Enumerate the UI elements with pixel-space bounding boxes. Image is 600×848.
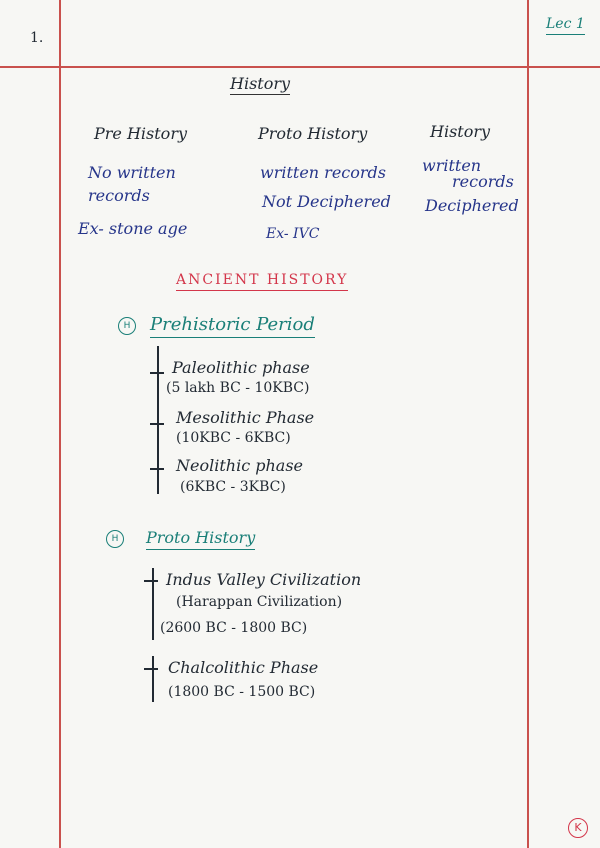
- history-example: Deciphered: [425, 196, 519, 215]
- phase-range: (5 lakh BC - 10KBC): [166, 380, 310, 396]
- left-margin-rule: [59, 0, 61, 848]
- section-marker-icon: H: [106, 530, 124, 548]
- proto-history-line2: Not Deciphered: [262, 192, 391, 211]
- item-range: (2600 BC - 1800 BC): [160, 620, 308, 636]
- pre-history-line1: No written: [88, 163, 176, 182]
- proto-title: Proto History: [146, 528, 255, 550]
- section-heading: ANCIENT HISTORY: [176, 272, 348, 291]
- phase-name: Paleolithic phase: [172, 358, 310, 377]
- corner-mark-icon: K: [568, 818, 588, 838]
- item-range: (1800 BC - 1500 BC): [168, 684, 316, 700]
- page-number: 1.: [30, 30, 44, 46]
- history-line1: written: [422, 156, 482, 175]
- item-name: Indus Valley Civilization: [166, 570, 362, 589]
- page-title: History: [230, 74, 291, 93]
- tree-branch: [144, 580, 158, 582]
- right-margin-rule: [527, 0, 529, 848]
- pre-history-line2: records: [88, 186, 150, 205]
- section-marker-icon: H: [118, 317, 136, 335]
- item-name: Chalcolithic Phase: [168, 658, 319, 677]
- proto-history-example: Ex- IVC: [266, 226, 320, 242]
- header-rule: [0, 66, 600, 68]
- phase-name: Mesolithic Phase: [176, 408, 315, 427]
- proto-history-line1: written records: [260, 163, 386, 182]
- item-subtitle: (Harappan Civilization): [176, 594, 343, 610]
- phase-name: Neolithic phase: [176, 456, 303, 475]
- prehistoric-tree-line: [157, 346, 159, 494]
- phase-range: (10KBC - 6KBC): [176, 430, 291, 446]
- lecture-label: Lec 1: [546, 16, 585, 35]
- tree-branch: [150, 468, 164, 470]
- column-heading-proto-history: Proto History: [258, 124, 368, 143]
- column-heading-history: History: [430, 122, 491, 141]
- proto-tree-line: [152, 568, 154, 640]
- prehistoric-title: Prehistoric Period: [150, 314, 315, 338]
- tree-branch: [144, 668, 158, 670]
- column-heading-pre-history: Pre History: [94, 124, 187, 143]
- tree-branch: [150, 372, 164, 374]
- phase-range: (6KBC - 3KBC): [180, 479, 286, 495]
- tree-branch: [150, 423, 164, 425]
- history-line2: records: [452, 172, 514, 191]
- pre-history-example: Ex- stone age: [78, 219, 188, 238]
- proto-tree-line: [152, 656, 154, 702]
